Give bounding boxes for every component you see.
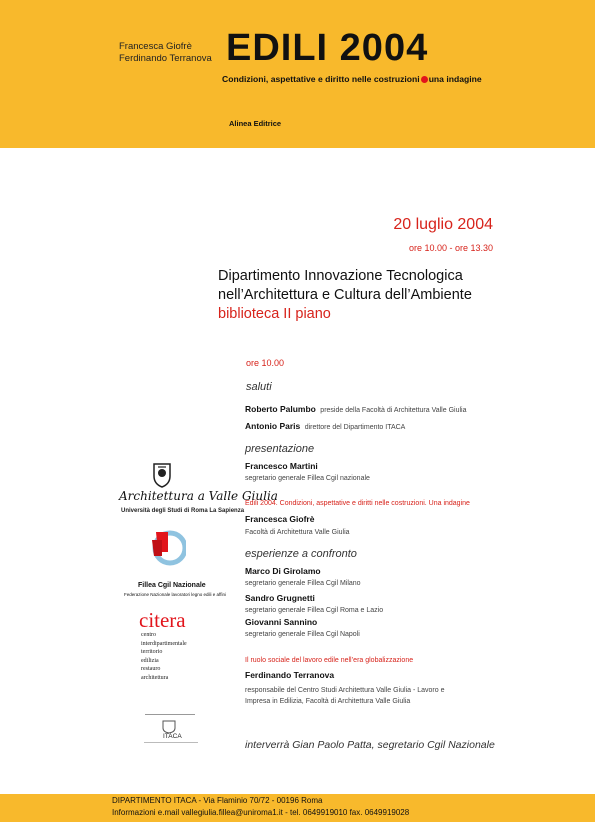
publisher: Alinea Editrice <box>229 119 282 128</box>
edili-note: Edili 2004. Condizioni, aspettative e diritti nelle costruzioni. Una indagine <box>245 500 470 507</box>
book-subtitle <box>222 74 482 84</box>
speaker-name: Roberto Palumbo <box>245 404 316 414</box>
citera-line: architettura <box>141 674 169 681</box>
citera-sub <box>141 631 187 682</box>
section-presentazione: presentazione <box>245 443 315 455</box>
speaker-grugnetti-name: Sandro Grugnetti <box>245 593 315 603</box>
subtitle-part1: Condizioni, aspettative e diritto nelle costruzioni <box>222 74 420 84</box>
citera-line: centro <box>141 632 156 638</box>
subtitle-part2: una indagine <box>428 74 482 84</box>
author-2: Ferdinando Terranova <box>119 53 212 64</box>
fillea-title: Fillea Cgil Nazionale <box>138 582 206 589</box>
department <box>218 267 472 324</box>
fillea-sub: Federazione Nazionale lavoratori legno edili e affini <box>124 592 226 597</box>
speaker-terranova-role <box>245 685 444 707</box>
itaca-label: ITACA <box>163 733 182 740</box>
citera-title: citera <box>139 608 186 632</box>
role-line2: Impresa in Edilizia, Facoltà di Architettura Valle Giulia <box>245 698 411 705</box>
role-line1: responsabile del Centro Studi Architettura Valle Giulia - Lavoro e <box>245 687 445 694</box>
section-saluti: saluti <box>246 381 272 393</box>
itaca-rule <box>144 742 198 743</box>
citera-line: edilizia <box>141 657 159 664</box>
footer-contact: Informazioni e.mail vallegiulia.fillea@uniroma1.it - tel. 0649919010 fax. 0649919028 <box>112 808 410 817</box>
speaker-giofre-name: Francesca Giofrè <box>245 514 315 524</box>
itaca-divider <box>145 714 195 715</box>
section-esperienze: esperienze a confronto <box>245 548 357 560</box>
ruolo-note: Il ruolo sociale del lavoro edile nell’era globalizzazione <box>245 657 414 664</box>
program-start-time: ore 10.00 <box>246 358 285 368</box>
red-dot-icon <box>421 76 428 83</box>
speaker-sannino-name: Giovanni Sannino <box>245 617 318 627</box>
author-1: Francesca Giofrè <box>119 41 192 52</box>
speaker-paris <box>245 416 405 434</box>
speaker-digirolamo-name: Marco Di Girolamo <box>245 566 321 576</box>
speaker-sannino-role: segretario generale Fillea Cgil Napoli <box>245 631 360 638</box>
speaker-terranova-name: Ferdinando Terranova <box>245 670 335 680</box>
closing-note: interverrà Gian Paolo Patta, segretario Cgil Nazionale <box>245 739 495 751</box>
valle-giulia-logo: Architettura a Valle Giulia <box>119 489 278 503</box>
speaker-giofre-role: Facoltà di Architettura Valle Giulia <box>245 529 350 536</box>
book-title: EDILI 2004 <box>226 27 429 69</box>
speaker-role: direttore del Dipartimento ITACA <box>304 424 406 431</box>
dept-line2: nell’Architettura e Cultura dell’Ambiente <box>218 287 472 303</box>
footer-address: DIPARTIMENTO ITACA - Via Flaminio 70/72 - 00196 Roma <box>112 796 323 805</box>
citera-line: restauro <box>141 666 161 672</box>
speaker-martini-name: Francesco Martini <box>245 461 318 471</box>
sapienza-label: Università degli Studi di Roma La Sapienza <box>121 508 245 514</box>
speaker-martini-role: segretario generale Fillea Cgil nazionale <box>245 475 370 482</box>
citera-line: interdipartimentale <box>141 640 187 647</box>
citera-line: territorio <box>141 649 163 655</box>
fillea-logo-icon <box>146 526 186 573</box>
speaker-grugnetti-role: segretario generale Fillea Cgil Roma e Lazio <box>245 607 384 614</box>
event-location: biblioteca II piano <box>218 306 331 322</box>
speaker-name: Antonio Paris <box>245 421 301 431</box>
speaker-role: preside della Facoltà di Architettura Valle Giulia <box>320 407 467 414</box>
authors <box>119 41 212 65</box>
dept-line1: Dipartimento Innovazione Tecnologica <box>218 268 463 284</box>
event-date: 20 luglio 2004 <box>393 216 493 233</box>
speaker-palumbo <box>245 399 466 417</box>
event-time: ore 10.00 - ore 13.30 <box>408 243 493 253</box>
speaker-digirolamo-role: segretario generale Fillea Cgil Milano <box>245 580 361 587</box>
